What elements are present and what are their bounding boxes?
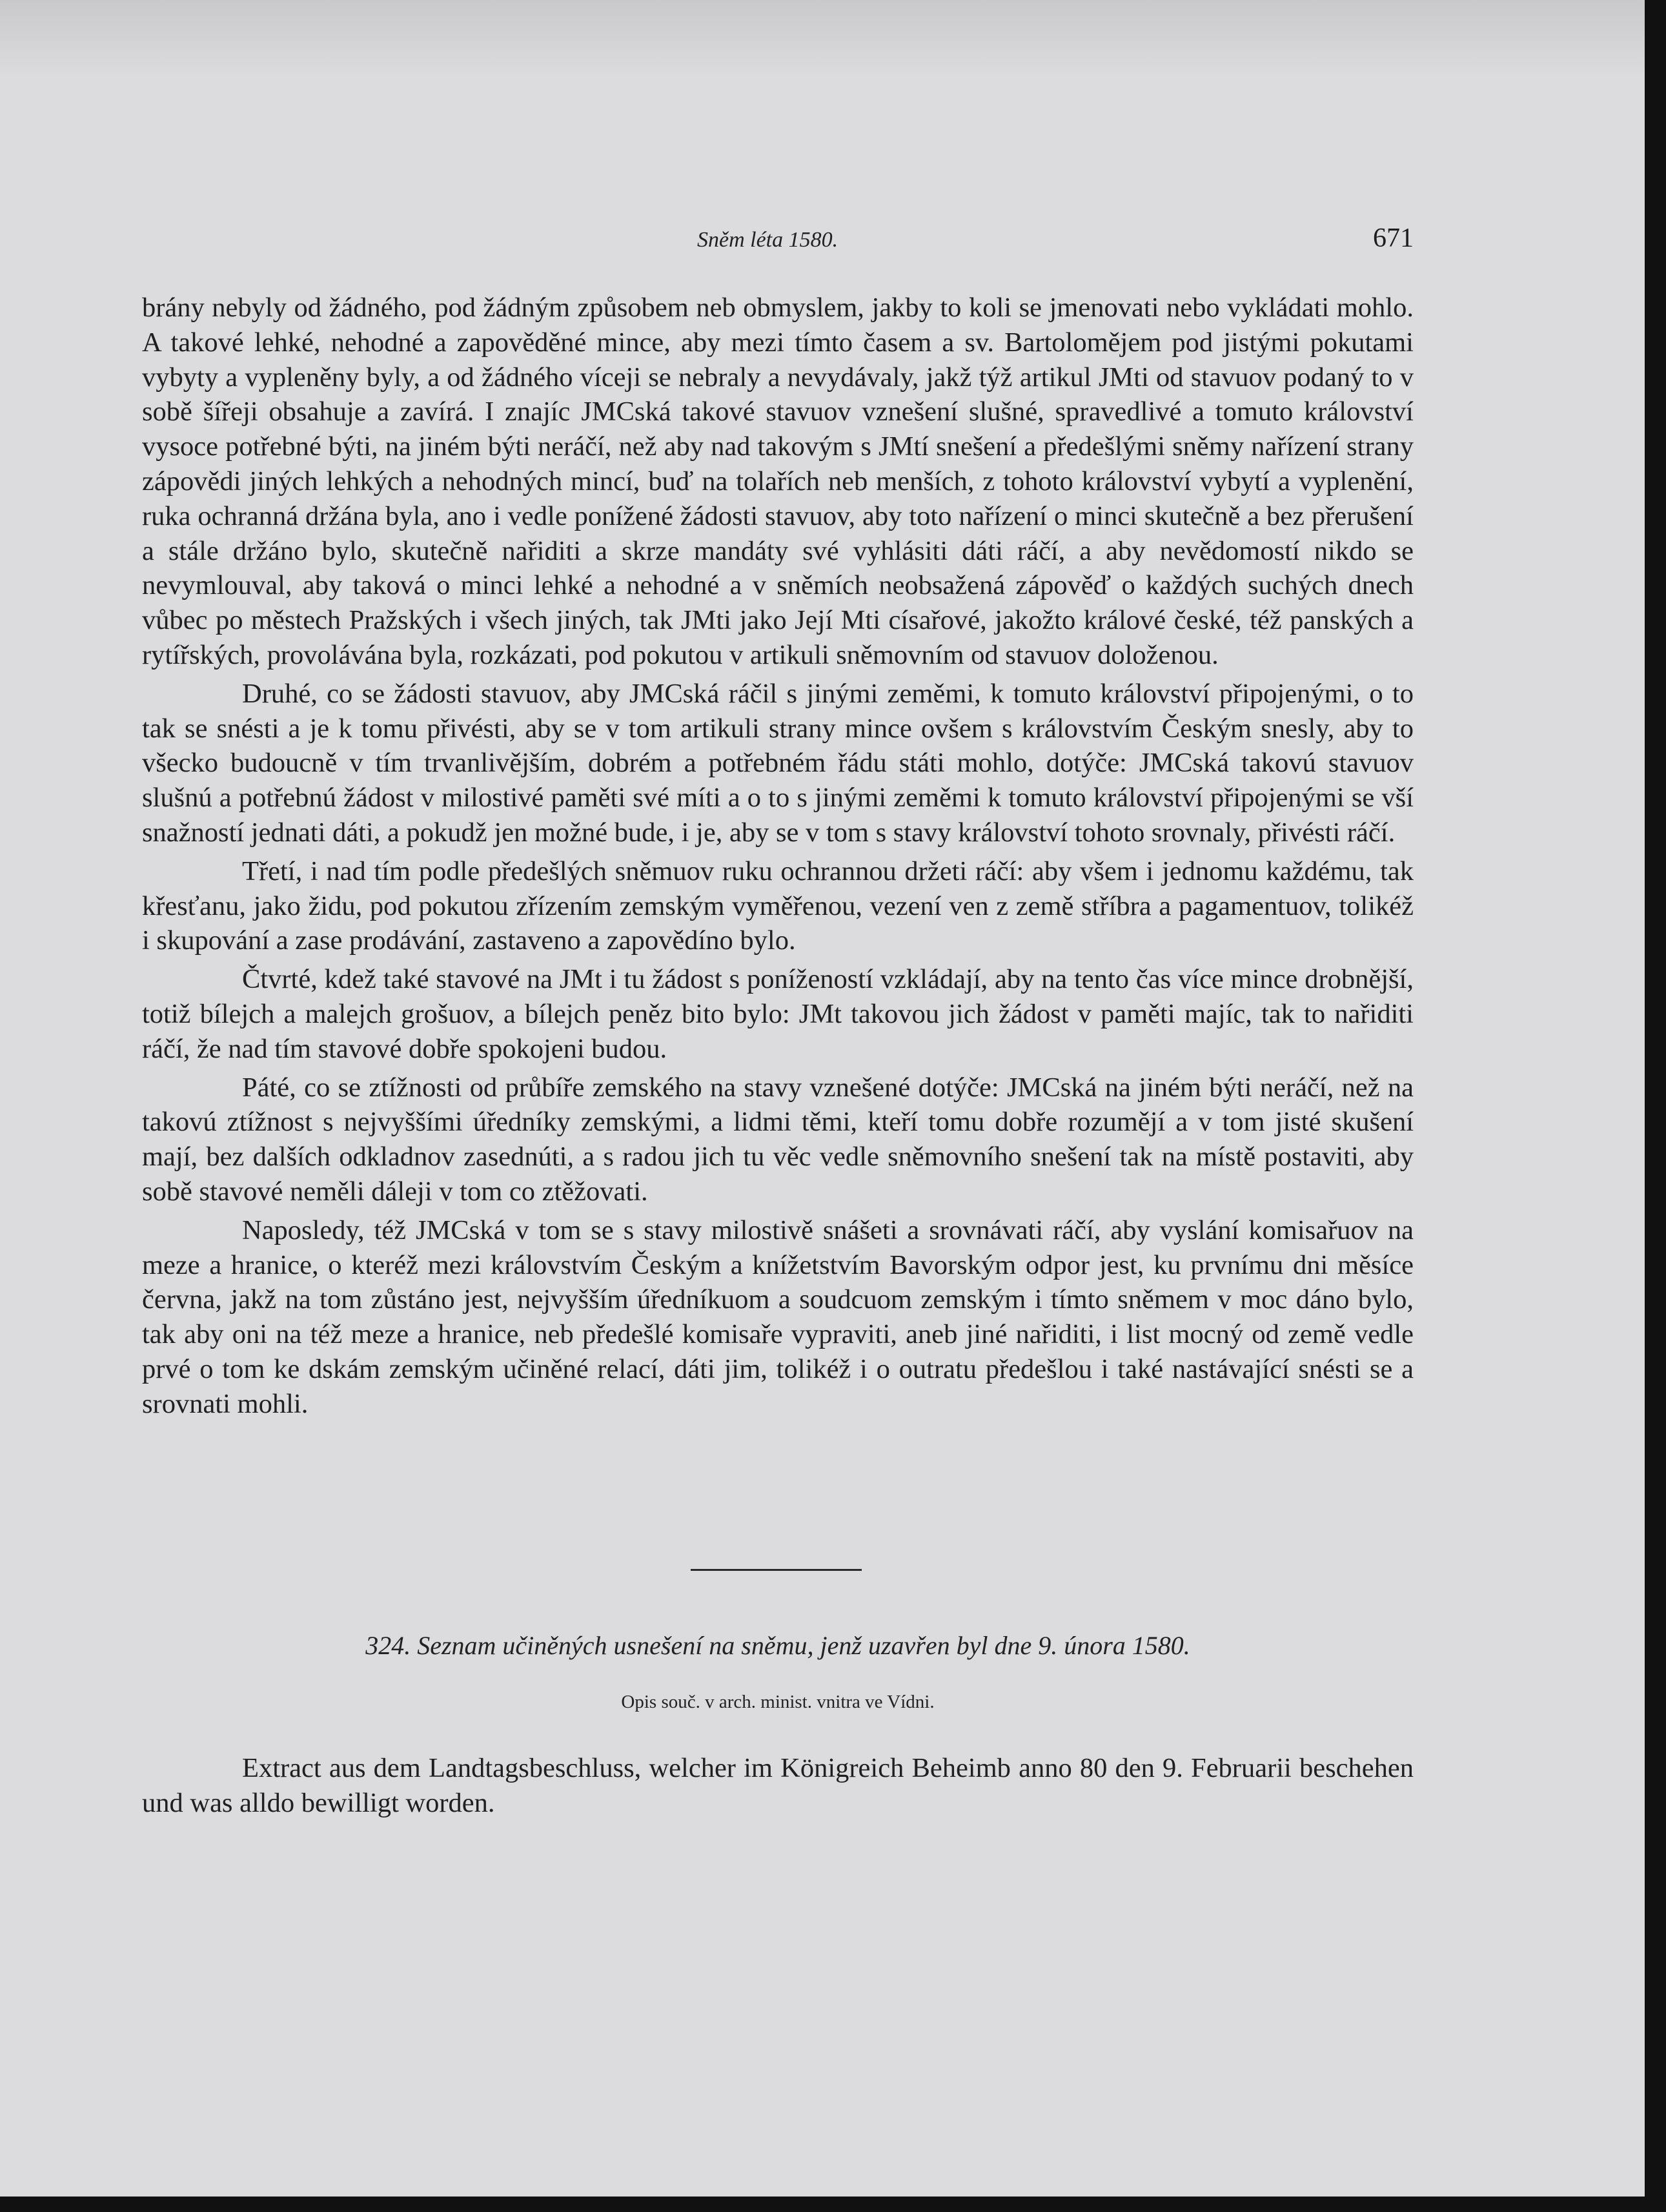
extract-text xyxy=(142,1751,1414,1821)
body-text xyxy=(142,291,1414,1426)
document-title: 324. Seznam učiněných usnešení na sněmu, jenž uzavřen byl dne 9. února 1580. xyxy=(365,1631,1190,1660)
source-note: Opis souč. v arch. minist. vnitra ve Vídni. xyxy=(621,1692,935,1712)
paragraph: Čtvrté, kdež také stavové na JMt i tu žádost s ponížeností vzkládají, aby na tento čas více mince drobnější, totiž bílejch a malejch grošuov, a bílejch peněz bito bylo: JMt takovou jich žádost v paměti majíc, tak to nařiditi ráčí, že nad tím stavové dobře spokojeni budou. xyxy=(142,964,1414,1064)
scan-shadow xyxy=(0,0,1645,77)
running-title: Sněm léta 1580. xyxy=(697,228,838,252)
paragraph: brány nebyly od žádného, pod žádným způsobem neb obmyslem, jakby to koli se jmenovati nebo vykládati mohlo. A takové lehké, nehodné a zapověděné mince, aby mezi tímto časem a sv. Bartolomějem pod jistými pokutami vybyty a vypleněny byly, a od žádného víceji se nebraly a nevydávaly, jakž týž artikul JMti od stavuov podaný to v sobě šířeji obsahuje a zavírá. I znajíc JMCská takové stavuov vznešení slušné, spravedlivé a tomuto království vysoce potřebné býti, na jiném býti neráčí, než aby nad takovým s JMtí snešení a předešlými sněmy nařízení strany zápovědi jiných lehkých a nehodných mincí, buď na tolařích neb menších, z tohoto království vybytí a vyplenění, ruka ochranná držána byla, ano i vedle ponížené žádosti stavuov, aby toto nařízení o minci skutečně a bez přerušení a stále držáno bylo, skutečně nařiditi a skrze mandáty své vyhlásiti dáti ráčí, a aby nevědomostí nikdo se nevymlouval, aby taková o minci lehké a nehodné a v sněmích neobsažená zápověď o každých suchých dnech vůbec po městech Pražských i všech jiných, tak JMti jako Její Mti císařové, jakožto králové české, též panských a rytířských, provolávána byla, rozkázati, pod pokutou v artikuli sněmovním od stavuov doloženou. xyxy=(142,292,1414,670)
scan-border-right xyxy=(1645,0,1666,2212)
section-divider xyxy=(691,1569,862,1571)
paragraph: Třetí, i nad tím podle předešlých sněmuov ruku ochrannou držeti ráčí: aby všem i jednomu každému, tak křesťanu, jako židu, pod pokutou zřízením zemským vyměřenou, vezení ven z země stříbra a pagamentuov, tolikéž i skupování a zase prodávání, zastaveno a zapovědíno bylo. xyxy=(142,855,1414,956)
page-header xyxy=(142,223,1414,261)
paragraph: Druhé, co se žádosti stavuov, aby JMCská ráčil s jinými zeměmi, k tomuto království připojenými, o to tak se snésti a je k tomu přivésti, aby se v tom artikuli strany mince ovšem s královstvím Českým snesly, aby to všecko budoucně v tím trvanlivějším, dobrém a potřebném řádu státi mohlo, dotýče: JMCská takovú stavuov slušnú a potřebnú žádost v milostivé paměti své míti a o to s jinými zeměmi k tomuto království připojenými se vší snažností jednati dáti, a pokudž jen možné bude, i je, aby se v tom s stavy království tohoto srovnaly, přivésti ráčí. xyxy=(142,678,1414,848)
scan-border-bottom xyxy=(0,2197,1666,2212)
paragraph: Naposledy, též JMCská v tom se s stavy milostivě snášeti a srovnávati ráčí, aby vyslání komisařuov na meze a hranice, o kteréž mezi královstvím Českým a knížetstvím Bavorským odpor jest, ku prvnímu dni měsíce června, jakž na tom zůstáno jest, nejvyšším úředníkuom a soudcuom zemským i tímto sněmem v moc dáno bylo, tak aby oni na též meze a hranice, neb předešlé komisaře vypraviti, aneb jiné nařiditi, i list mocný od země vedle prvé o tom ke dskám zemským učiněné relací, dáti jim, tolikéž i o outratu předešlou i také nastávající snésti se a srovnati mohli. xyxy=(142,1214,1414,1419)
page-number: 671 xyxy=(1373,223,1414,253)
paragraph: Páté, co se ztížnosti od průbíře zemského na stavy vznešené dotýče: JMCská na jiném býti neráčí, než na takovú ztížnost s nejvyššími úředníky zemskými, a lidmi těmi, kteří tomu dobře rozumějí a v tom jisté skušení mají, bez dalších odkladnov zasednúti, a s radou jich tu věc vedle sněmovního snešení tak na místě postaviti, aby sobě stavové neměli dáleji v tom co ztěžovati. xyxy=(142,1072,1414,1207)
extract-paragraph: Extract aus dem Landtagsbeschluss, welcher im Königreich Beheimb anno 80 den 9. Februarii beschehen und was alldo bewilligt worden. xyxy=(142,1753,1414,1818)
